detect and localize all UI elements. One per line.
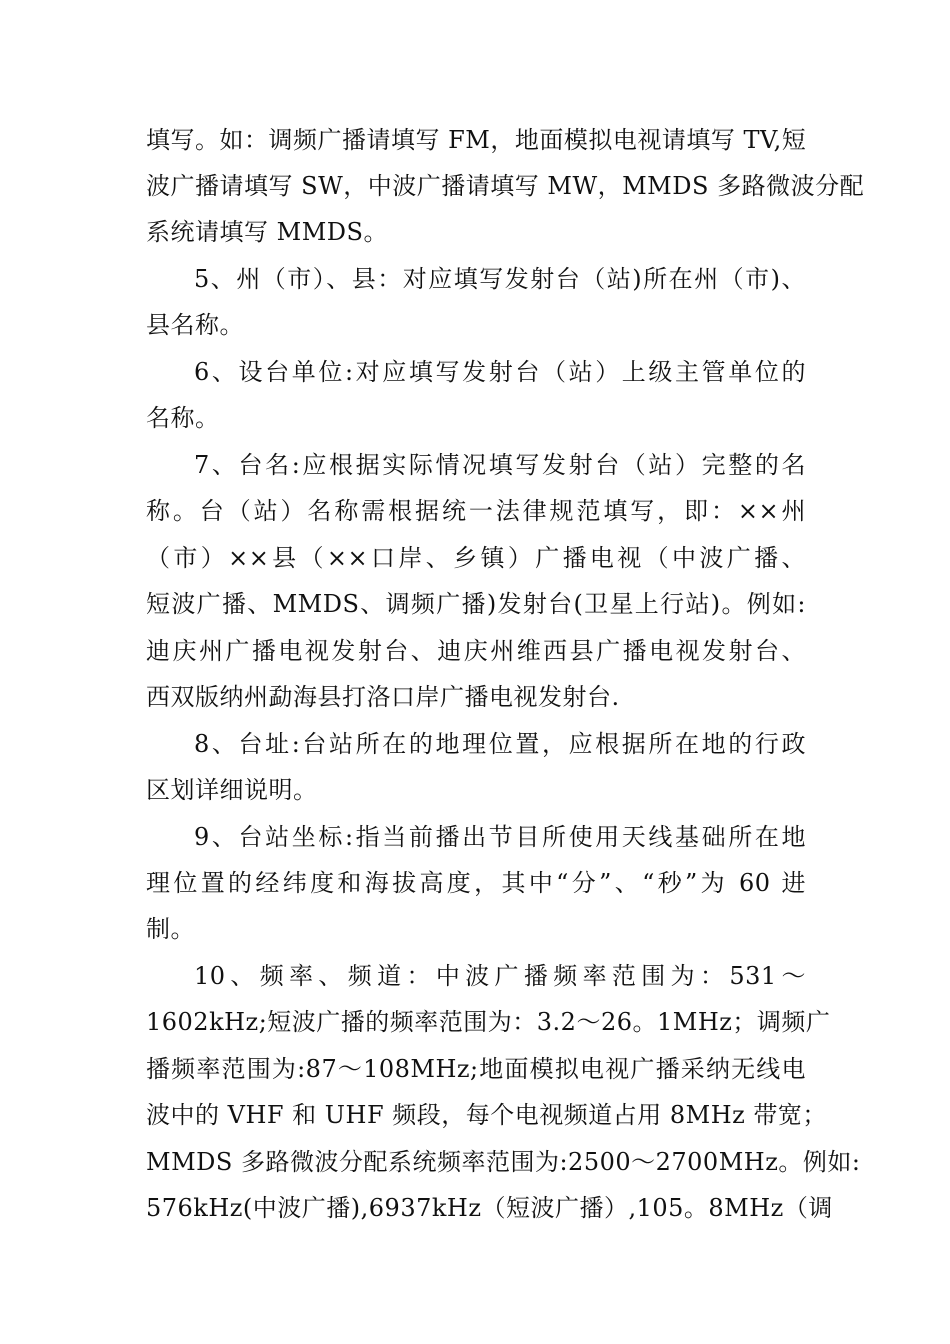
text-line-22: 波中的 VHF 和 UHF 频段，每个电视频道占用 8MHz 带宽； [146,1101,827,1129]
text-line-17: 理位置的经纬度和海拔高度，其中“分”、“秒”为 60 进 [146,869,806,897]
text-line-24: 576kHz(中波广播),6937kHz（短波广播）,105。8MHz（调 [146,1194,833,1222]
text-line-5: 县名称。 [146,311,244,339]
text-line-21: 播频率范围为:87～108MHz;地面模拟电视广播采纳无线电 [146,1055,806,1083]
text-line-18: 制。 [146,915,195,943]
text-line-13: 西双版纳州勐海县打洛口岸广播电视发射台. [146,683,620,711]
text-line-19: 10、频率、频道：中波广播频率范围为：531～ [194,962,806,990]
text-line-23: MMDS 多路微波分配系统频率范围为:2500～2700MHz。例如: [146,1148,861,1176]
text-line-20: 1602kHz;短波广播的频率范围为：3.2～26。1MHz；调频广 [146,1008,831,1036]
text-line-15: 区划详细说明。 [146,776,318,804]
text-line-6: 6、设台单位:对应填写发射台（站）上级主管单位的 [194,358,806,386]
text-line-7: 名称。 [146,404,220,432]
text-line-9: 称。台（站）名称需根据统一法律规范填写，即：××州 [146,497,806,525]
text-line-4: 5、州（市）、县：对应填写发射台（站)所在州（市)、 [194,265,806,293]
text-line-1: 填写。如：调频广播请填写 FM，地面模拟电视请填写 TV,短 [146,126,807,154]
text-line-8: 7、台名:应根据实际情况填写发射台（站）完整的名 [194,451,806,479]
text-line-14: 8、台址:台站所在的地理位置，应根据所在地的行政 [194,730,806,758]
text-line-10: （市）××县（××口岸、乡镇）广播电视（中波广播、 [146,544,806,572]
text-line-12: 迪庆州广播电视发射台、迪庆州维西县广播电视发射台、 [146,637,806,665]
text-line-11: 短波广播、MMDS、调频广播)发射台(卫星上行站)。例如: [146,590,806,618]
text-line-3: 系统请填写 MMDS。 [146,218,388,246]
text-line-2: 波广播请填写 SW，中波广播请填写 MW，MMDS 多路微波分配 [146,172,865,200]
text-line-16: 9、台站坐标:指当前播出节目所使用天线基础所在地 [194,823,806,851]
